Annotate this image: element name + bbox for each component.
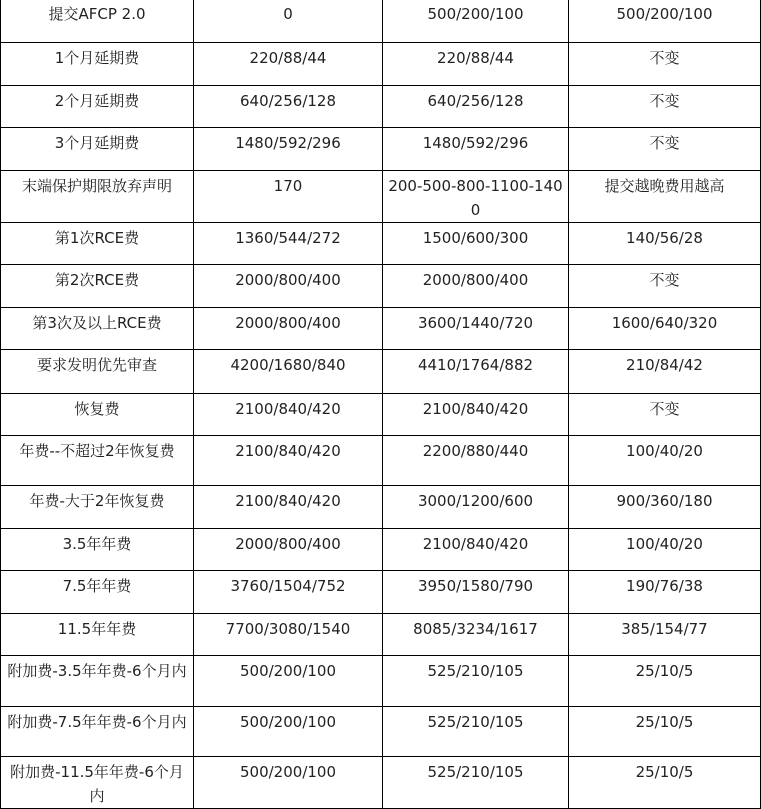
fee-value-cell: 500/200/100 (569, 0, 761, 43)
fee-value-cell: 不变 (569, 128, 761, 171)
fee-value-cell: 2100/840/420 (194, 394, 383, 436)
fee-value-cell: 100/40/20 (569, 436, 761, 486)
fee-value-cell: 不变 (569, 394, 761, 436)
fee-value-cell: 2100/840/420 (383, 529, 569, 571)
fee-table-body (1, 0, 761, 809)
fee-value-cell: 25/10/5 (569, 757, 761, 809)
fee-value-cell: 不变 (569, 43, 761, 86)
table-row (1, 43, 761, 86)
fee-value-cell: 1360/544/272 (194, 223, 383, 265)
fee-value-cell: 140/56/28 (569, 223, 761, 265)
fee-value-cell: 1500/600/300 (383, 223, 569, 265)
table-row (1, 128, 761, 171)
table-row (1, 571, 761, 614)
fee-value-cell: 640/256/128 (383, 86, 569, 128)
table-row (1, 223, 761, 265)
fee-value-cell: 220/88/44 (383, 43, 569, 86)
fee-value-cell: 2200/880/440 (383, 436, 569, 486)
fee-item-cell: 恢复费 (1, 394, 194, 436)
table-row (1, 529, 761, 571)
fee-item-cell: 提交AFCP 2.0 (1, 0, 194, 43)
table-row (1, 436, 761, 486)
fee-value-cell: 210/84/42 (569, 350, 761, 394)
fee-value-cell: 2100/840/420 (194, 436, 383, 486)
fee-value-cell: 2000/800/400 (194, 265, 383, 308)
fee-value-cell: 2000/800/400 (194, 308, 383, 350)
fee-value-cell: 1600/640/320 (569, 308, 761, 350)
table-row (1, 757, 761, 809)
fee-value-cell: 4410/1764/882 (383, 350, 569, 394)
fee-item-cell: 2个月延期费 (1, 86, 194, 128)
fee-value-cell: 3600/1440/720 (383, 308, 569, 350)
fee-value-cell: 220/88/44 (194, 43, 383, 86)
fee-item-cell: 11.5年年费 (1, 614, 194, 656)
fee-value-cell: 525/210/105 (383, 757, 569, 809)
fee-item-cell: 7.5年年费 (1, 571, 194, 614)
table-row (1, 707, 761, 757)
fee-value-cell: 25/10/5 (569, 656, 761, 707)
fee-value-cell: 4200/1680/840 (194, 350, 383, 394)
fee-value-cell: 900/360/180 (569, 486, 761, 529)
table-row (1, 614, 761, 656)
table-row (1, 486, 761, 529)
table-row (1, 350, 761, 394)
fee-value-cell: 500/200/100 (194, 656, 383, 707)
fee-item-cell: 3个月延期费 (1, 128, 194, 171)
fee-value-cell: 2000/800/400 (383, 265, 569, 308)
fee-value-cell: 640/256/128 (194, 86, 383, 128)
fee-value-cell: 500/200/100 (194, 757, 383, 809)
fee-value-cell: 500/200/100 (194, 707, 383, 757)
fee-item-cell: 要求发明优先审查 (1, 350, 194, 394)
fee-value-cell: 3950/1580/790 (383, 571, 569, 614)
fee-item-cell: 末端保护期限放弃声明 (1, 171, 194, 223)
fee-item-cell: 附加费-7.5年年费-6个月内 (1, 707, 194, 757)
table-row (1, 394, 761, 436)
fee-value-cell: 2000/800/400 (194, 529, 383, 571)
fee-value-cell: 3000/1200/600 (383, 486, 569, 529)
fee-value-cell: 0 (194, 0, 383, 43)
fee-value-cell: 不变 (569, 86, 761, 128)
fee-value-cell: 25/10/5 (569, 707, 761, 757)
fee-value-cell: 7700/3080/1540 (194, 614, 383, 656)
fee-value-cell: 3760/1504/752 (194, 571, 383, 614)
fee-item-cell: 附加费-3.5年年费-6个月内 (1, 656, 194, 707)
fee-item-cell: 第2次RCE费 (1, 265, 194, 308)
fee-value-cell: 525/210/105 (383, 656, 569, 707)
fee-value-cell: 385/154/77 (569, 614, 761, 656)
fee-value-cell: 不变 (569, 265, 761, 308)
fee-item-cell: 1个月延期费 (1, 43, 194, 86)
fee-item-cell: 3.5年年费 (1, 529, 194, 571)
fee-item-cell: 年费--不超过2年恢复费 (1, 436, 194, 486)
table-row (1, 0, 761, 43)
table-row (1, 308, 761, 350)
fee-value-cell: 2100/840/420 (383, 394, 569, 436)
fee-value-cell: 190/76/38 (569, 571, 761, 614)
fee-value-cell: 2100/840/420 (194, 486, 383, 529)
fee-value-cell: 1480/592/296 (194, 128, 383, 171)
fee-value-cell: 提交越晚费用越高 (569, 171, 761, 223)
fee-value-cell: 500/200/100 (383, 0, 569, 43)
fee-value-cell: 8085/3234/1617 (383, 614, 569, 656)
fee-item-cell: 年费-大于2年恢复费 (1, 486, 194, 529)
fee-item-cell: 第3次及以上RCE费 (1, 308, 194, 350)
table-row (1, 265, 761, 308)
fee-value-cell: 525/210/105 (383, 707, 569, 757)
fee-value-cell: 170 (194, 171, 383, 223)
fee-value-cell: 200-500-800-1100-1400 (383, 171, 569, 223)
table-row (1, 171, 761, 223)
fee-item-cell: 附加费-11.5年年费-6个月内 (1, 757, 194, 809)
table-row (1, 86, 761, 128)
table-row (1, 656, 761, 707)
fee-item-cell: 第1次RCE费 (1, 223, 194, 265)
fee-value-cell: 100/40/20 (569, 529, 761, 571)
fee-value-cell: 1480/592/296 (383, 128, 569, 171)
